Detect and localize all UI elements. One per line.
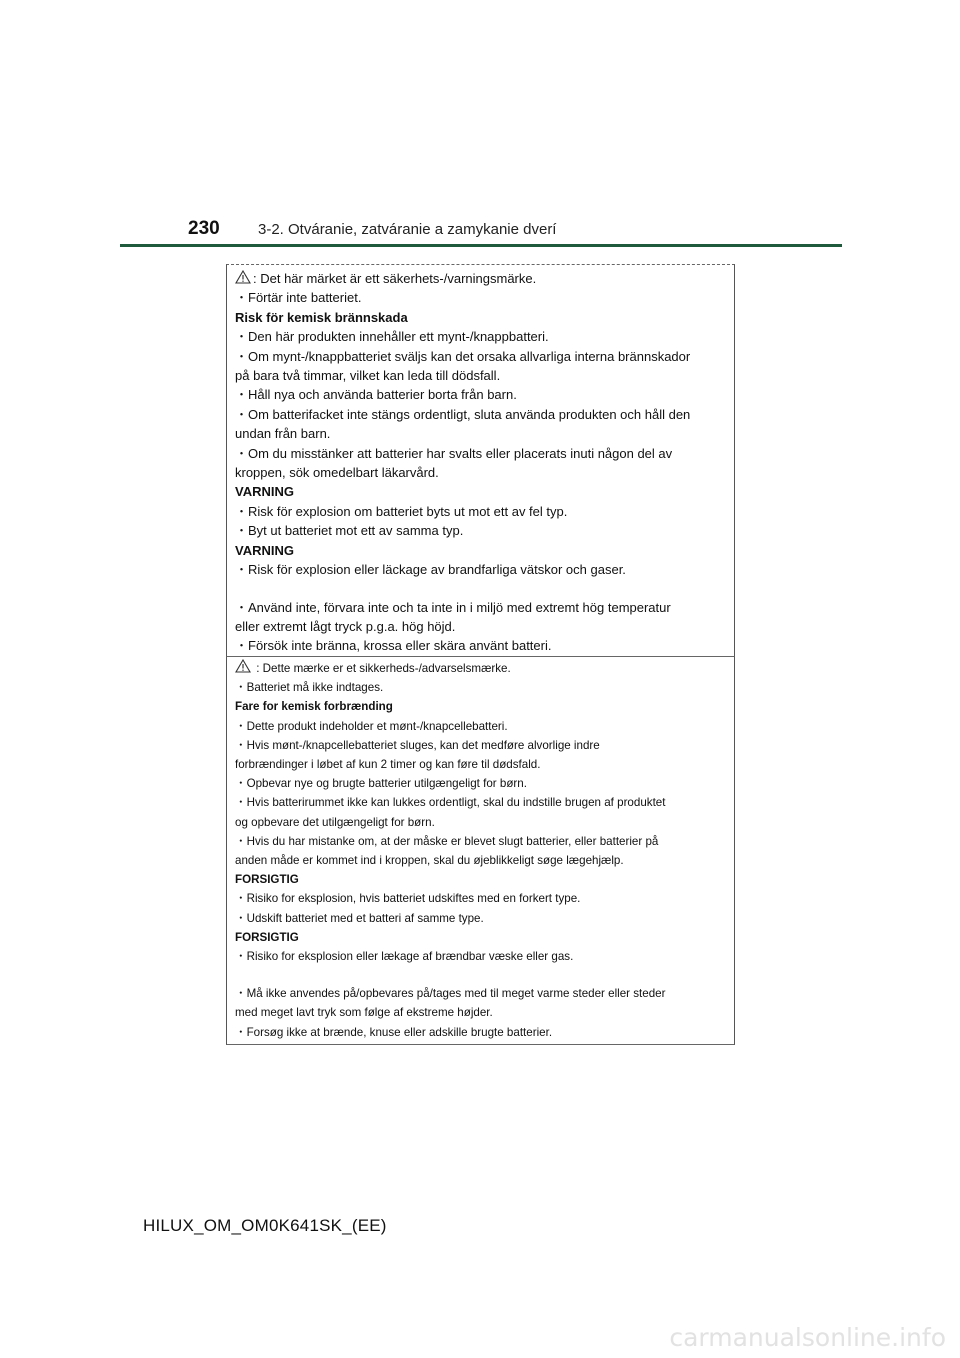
- warning-text-line: [235, 444, 734, 463]
- warning-text-line: [235, 736, 734, 755]
- warning-text-line: [235, 347, 734, 366]
- warning-heading: [235, 928, 734, 947]
- paragraph-gap: [235, 966, 734, 984]
- warning-text-line: [235, 774, 734, 793]
- line-text: eller extremt lågt tryck p.g.a. hög höjd.: [235, 618, 456, 634]
- line-text: FORSIGTIG: [235, 873, 299, 887]
- warning-text-line: [235, 327, 734, 346]
- line-text: ・Om batterifacket inte stängs ordentligt, sluta använda produkten och håll den: [235, 406, 691, 422]
- line-text: kroppen, sök omedelbart läkarvård.: [235, 465, 439, 481]
- line-text: ・Risiko for eksplosion eller lækage af brændbar væske eller gas.: [235, 950, 574, 964]
- warning-text-line: [235, 636, 734, 655]
- warning-text-line: [235, 598, 734, 617]
- line-text: ・Om mynt-/knappbatteriet sväljs kan det orsaka allvarliga interna brännskador: [235, 348, 691, 364]
- line-text: Risk för kemisk brännskada: [235, 309, 408, 325]
- warning-text-line: [235, 659, 734, 678]
- warning-heading: [235, 541, 734, 560]
- warning-triangle-icon: [235, 270, 251, 284]
- warning-text-line: [235, 288, 734, 307]
- warning-text-line: [235, 717, 734, 736]
- line-text: ・Risk för explosion om batteriet byts ut mot ett av fel typ.: [235, 503, 568, 519]
- warning-text-line: [235, 909, 734, 928]
- warning-text-line: [235, 366, 734, 385]
- warning-heading: [235, 482, 734, 501]
- header-rule: [120, 244, 842, 247]
- line-text: ・Hvis batterirummet ikke kan lukkes ordentligt, skal du indstille brugen af produktet: [235, 796, 666, 810]
- line-text: undan från barn.: [235, 426, 331, 442]
- warning-text-line: [235, 1003, 734, 1022]
- warning-text-line: [235, 984, 734, 1003]
- line-text: FORSIGTIG: [235, 930, 299, 944]
- line-text: ・Använd inte, förvara inte och ta inte in i miljö med extremt hög temperatur: [235, 599, 671, 615]
- line-text: : Dette mærke er et sikkerheds-/advarselsmærke.: [253, 662, 511, 675]
- warning-text-line: [235, 755, 734, 774]
- line-text: ・Byt ut batteriet mot ett av samma typ.: [235, 523, 464, 539]
- line-text: VARNING: [235, 542, 294, 558]
- line-text: ・Risk för explosion eller läckage av brandfarliga vätskor och gaser.: [235, 562, 626, 578]
- line-text: VARNING: [235, 484, 294, 500]
- line-text: forbrændinger i løbet af kun 2 timer og kan føre til dødsfald.: [235, 758, 541, 772]
- section-title: 3-2. Otváranie, zatváranie a zamykanie dverí: [258, 221, 557, 238]
- line-text: og opbevare det utilgængeligt for børn.: [235, 815, 435, 829]
- warning-text-line: [235, 813, 734, 832]
- warning-text-line: [235, 947, 734, 966]
- page-header: [188, 218, 556, 240]
- warning-text-line: [235, 424, 734, 443]
- line-text: ・Risiko for eksplosion, hvis batteriet udskiftes med en forkert type.: [235, 892, 581, 906]
- line-text: ・Förtär inte batteriet.: [235, 290, 362, 306]
- line-text: ・Hvis du har mistanke om, at der måske er blevet slugt batterier, eller batterier på: [235, 834, 659, 848]
- line-text: ・Håll nya och använda batterier borta från barn.: [235, 387, 517, 403]
- warning-heading: [235, 697, 734, 716]
- warning-text-line: [235, 521, 734, 540]
- warning-heading: [235, 308, 734, 327]
- line-text: ・Opbevar nye og brugte batterier utilgængeligt for børn.: [235, 777, 527, 791]
- line-text: på bara två timmar, vilket kan leda till dödsfall.: [235, 368, 501, 384]
- warning-text-line: [235, 793, 734, 812]
- line-text: ・Hvis mønt-/knapcellebatteriet sluges, kan det medføre alvorlige indre: [235, 738, 600, 752]
- watermark: carmanualsonline.info: [669, 1323, 946, 1352]
- warning-text-line: [235, 678, 734, 697]
- line-text: ・Om du misstänker att batterier har svalts eller placerats inuti någon del av: [235, 445, 673, 461]
- danish-warning-box: [226, 657, 735, 1045]
- page-number: 230: [188, 218, 220, 239]
- swedish-warning-box: [226, 264, 735, 657]
- warning-text-line: [235, 405, 734, 424]
- line-text: ・Försök inte bränna, krossa eller skära använt batteri.: [235, 638, 552, 654]
- line-text: Fare for kemisk forbrænding: [235, 700, 393, 714]
- paragraph-gap: [235, 580, 734, 598]
- line-text: ・Må ikke anvendes på/opbevares på/tages med til meget varme steder eller steder: [235, 987, 666, 1001]
- line-text: med meget lavt tryk som følge af ekstreme højder.: [235, 1006, 493, 1020]
- line-text: ・Forsøg ikke at brænde, knuse eller adskille brugte batterier.: [235, 1025, 553, 1039]
- warning-heading: [235, 870, 734, 889]
- warning-text-line: [235, 1023, 734, 1042]
- line-text: ・Batteriet må ikke indtages.: [235, 681, 384, 695]
- warning-text-line: [235, 832, 734, 851]
- warning-text-line: [235, 502, 734, 521]
- warning-text-line: [235, 385, 734, 404]
- document-code: HILUX_OM_OM0K641SK_(EE): [143, 1216, 387, 1235]
- line-text: ・Dette produkt indeholder et mønt-/knapcellebatteri.: [235, 719, 508, 733]
- line-text: ・Udskift batteriet med et batteri af samme type.: [235, 911, 484, 925]
- warning-text-line: [235, 617, 734, 636]
- line-text: : Det här märket är ett säkerhets-/varningsmärke.: [253, 271, 537, 286]
- warning-text-line: [235, 463, 734, 482]
- warning-text-line: [235, 560, 734, 579]
- warning-text-line: [235, 889, 734, 908]
- warning-triangle-icon: [235, 659, 251, 673]
- line-text: ・Den här produkten innehåller ett mynt-/knappbatteri.: [235, 329, 549, 345]
- line-text: anden måde er kommet ind i kroppen, skal du øjeblikkeligt søge lægehjælp.: [235, 854, 624, 868]
- warning-text-line: [235, 269, 734, 288]
- warning-text-line: [235, 851, 734, 870]
